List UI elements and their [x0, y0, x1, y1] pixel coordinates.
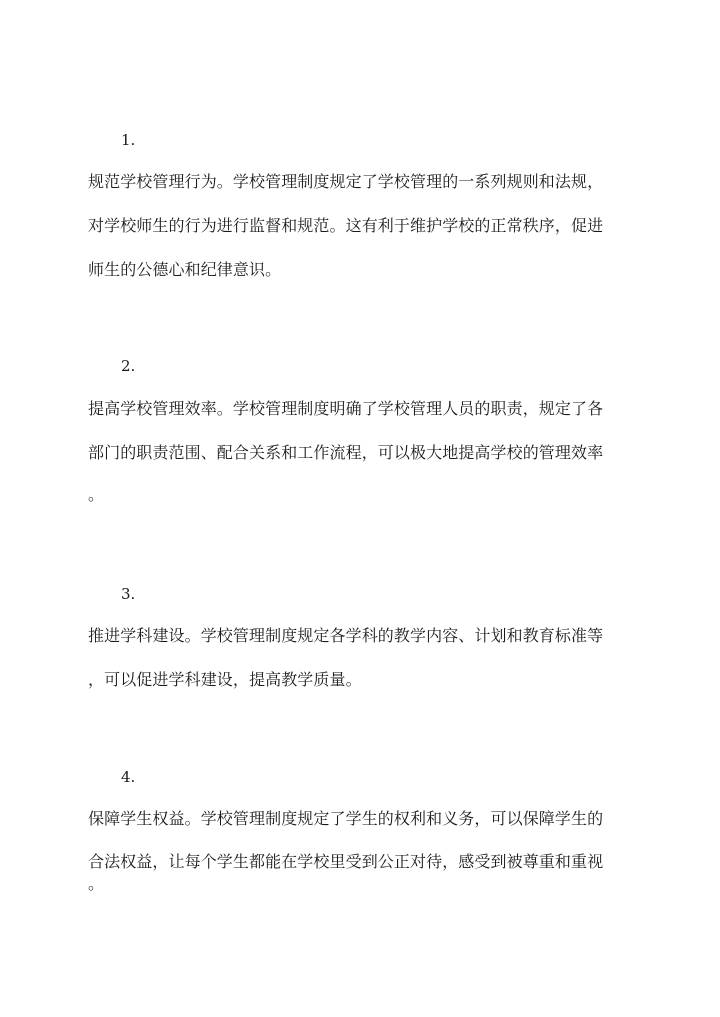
- section-number: 1.: [121, 131, 136, 149]
- section-number: 3.: [121, 585, 136, 603]
- paragraph-line: 提高学校管理效率。学校管理制度明确了学校管理人员的职责，规定了各: [88, 399, 604, 418]
- section-number: 4.: [121, 768, 136, 786]
- paragraph-line: 。: [88, 874, 105, 893]
- paragraph-line: 规范学校管理行为。学校管理制度规定了学校管理的一系列规则和法规，: [88, 172, 604, 191]
- paragraph-line: 部门的职责范围、配合关系和工作流程，可以极大地提高学校的管理效率: [88, 443, 604, 462]
- paragraph-line: 保障学生权益。学校管理制度规定了学生的权利和义务，可以保障学生的: [88, 809, 604, 828]
- paragraph-line: ，可以促进学科建设，提高教学质量。: [88, 670, 362, 689]
- paragraph-line: 。: [88, 485, 105, 504]
- paragraph-line: 合法权益，让每个学生都能在学校里受到公正对待，感受到被尊重和重视: [88, 852, 604, 871]
- paragraph-line: 师生的公德心和纪律意识。: [88, 260, 282, 279]
- paragraph-line: 推进学科建设。学校管理制度规定各学科的教学内容、计划和教育标准等: [88, 626, 604, 645]
- section-number: 2.: [121, 357, 136, 375]
- paragraph-line: 对学校师生的行为进行监督和规范。这有利于维护学校的正常秩序，促进: [88, 216, 604, 235]
